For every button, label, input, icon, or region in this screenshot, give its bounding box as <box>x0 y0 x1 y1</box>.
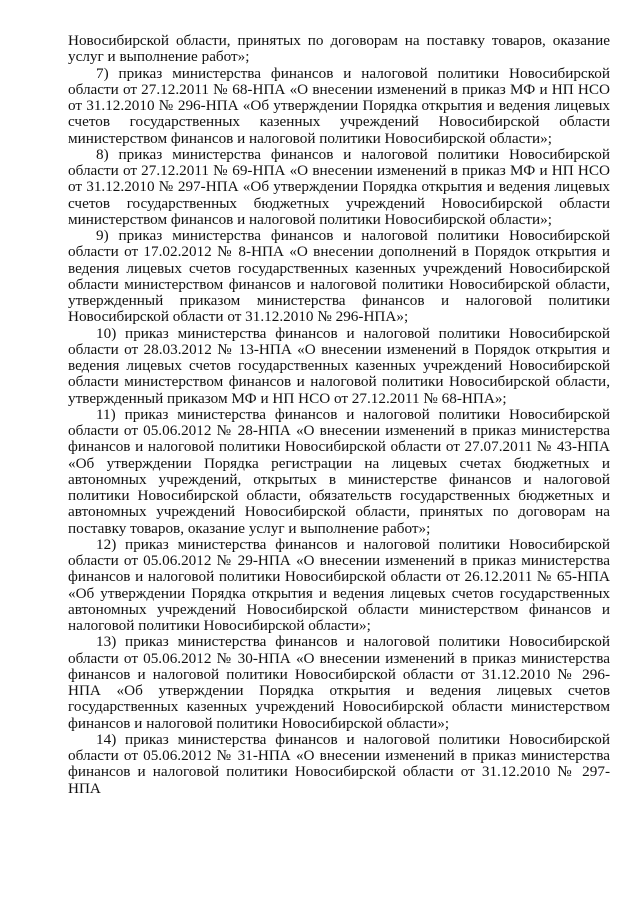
paragraph-item-10: 10) приказ министерства финансов и налоговой политики Новосибирской области от 28.03.2012 № 13-НПА «О внесении изменений в Порядок открытия и ведения лицевых счетов государственных казенных учреждений Новосибирской области министерством финансов и налоговой политики Новосибирской области, утвержденный приказом МФ и НП НСО от 27.12.2011 № 68-НПА»; <box>68 324 610 407</box>
paragraph-item-11: 11) приказ министерства финансов и налоговой политики Новосибирской области от 05.06.2012 № 28-НПА «О внесении изменений в приказ министерства финансов и налоговой политики Новосибирской области от 27.07.2011 № 43-НПА «Об утверждении Порядка регистрации на лицевых счетах бюджетных и автономных учреждений, открытых в министерстве финансов и налоговой политики Новосибирской области, обязательств государственных бюджетных и автономных учреждений Новосибирской области, принятых по договорам на поставку товаров, оказание услуг и выполнение работ»; <box>68 405 610 537</box>
paragraph-item-9: 9) приказ министерства финансов и налоговой политики Новосибирской области от 17.02.2012 № 8-НПА «О внесении дополнений в Порядок открытия и ведения лицевых счетов государственных казенных учреждений Новосибирской области министерством финансов и налоговой политики Новосибирской области, утвержденный приказом министерства финансов и налоговой политики Новосибирской области от 31.12.2010 № 296-НПА»; <box>68 227 610 326</box>
paragraph-item-14: 14) приказ министерства финансов и налоговой политики Новосибирской области от 05.06.2012 № 31-НПА «О внесении изменений в приказ министерства финансов и налоговой политики Новосибирской области от 31.12.2010 № 297-НПА <box>68 730 610 797</box>
paragraph-item-8: 8) приказ министерства финансов и налоговой политики Новосибирской области от 27.12.2011 № 69-НПА «О внесении изменений в приказ МФ и НП НСО от 31.12.2010 № 297-НПА «Об утверждении Порядка открытия и ведения лицевых счетов государственных бюджетных учреждений Новосибирской области министерством финансов и налоговой политики Новосибирской области»; <box>68 145 610 228</box>
paragraph-item-7: 7) приказ министерства финансов и налоговой политики Новосибирской области от 27.12.2011 № 68-НПА «О внесении изменений в приказ МФ и НП НСО от 31.12.2010 № 296-НПА «Об утверждении Порядка открытия и ведения лицевых счетов государственных казенных учреждений Новосибирской области министерством финансов и налоговой политики Новосибирской области»; <box>68 64 610 147</box>
paragraph-continuation: Новосибирской области, принятых по договорам на поставку товаров, оказание услуг и выполнение работ»; <box>68 32 610 66</box>
paragraph-item-13: 13) приказ министерства финансов и налоговой политики Новосибирской области от 05.06.2012 № 30-НПА «О внесении изменений в приказ министерства финансов и налоговой политики Новосибирской области от 31.12.2010 № 296-НПА «Об утверждении Порядка открытия и ведения лицевых счетов государственных казенных учреждений Новосибирской области министерством финансов и налоговой политики Новосибирской области»; <box>68 633 610 732</box>
paragraph-item-12: 12) приказ министерства финансов и налоговой политики Новосибирской области от 05.06.2012 № 29-НПА «О внесении изменений в приказ министерства финансов и налоговой политики Новосибирской области от 26.12.2011 № 65-НПА «Об утверждении Порядка открытия и ведения лицевых счетов государственных автономных учреждений Новосибирской области министерством финансов и налоговой политики Новосибирской области»; <box>68 535 610 634</box>
document-page <box>68 33 610 797</box>
